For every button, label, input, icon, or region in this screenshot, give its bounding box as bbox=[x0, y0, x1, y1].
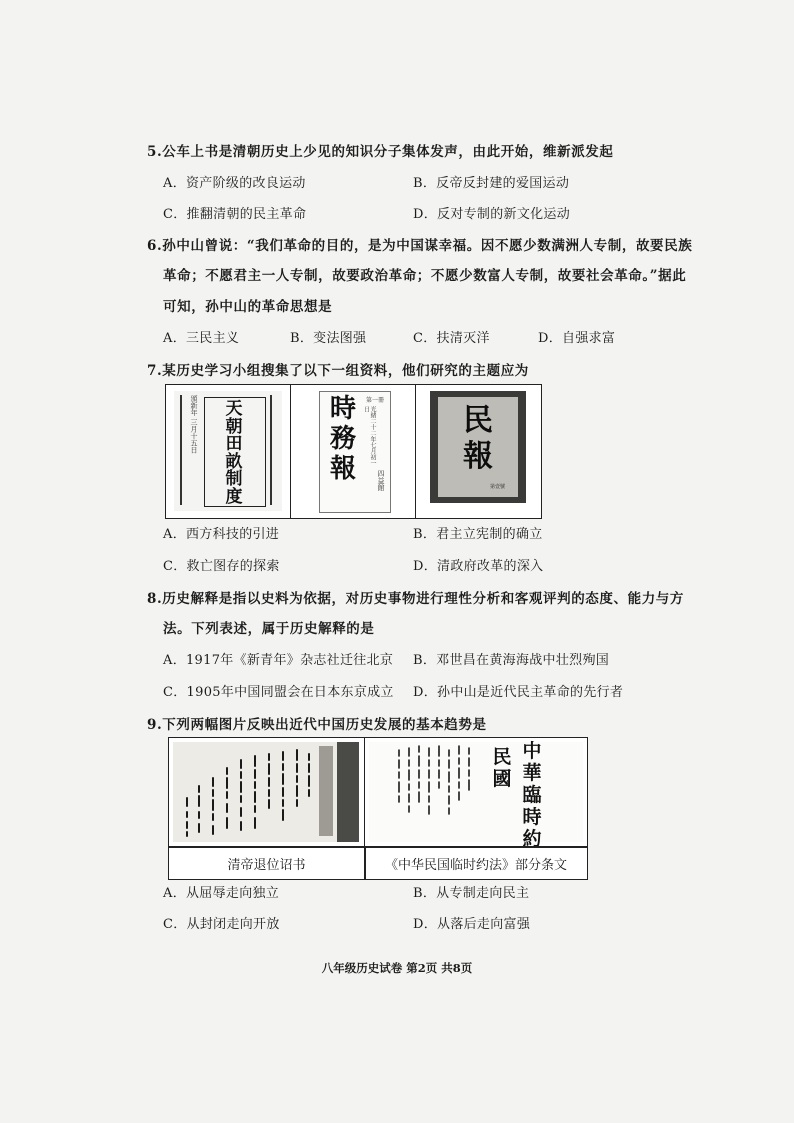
q9-left-script-strokes bbox=[169, 738, 364, 846]
q9-stem: 9.下列两幅图片反映出近代中国历史发展的基本趋势是 bbox=[147, 717, 487, 733]
q5-stem: 5.公车上书是清朝历史上少见的知识分子集体发声，由此开始，维新派发起 bbox=[147, 144, 614, 160]
q9-right-script-strokes bbox=[365, 738, 587, 846]
q9-option-a: A．从屈辱走向独立 bbox=[163, 886, 280, 901]
q7-image-2-title: 時 務 報 bbox=[329, 394, 356, 484]
q8-option-a: A．1917年《新青年》杂志社迁往北京 bbox=[163, 653, 394, 668]
q9-option-b: B．从专制走向民主 bbox=[413, 886, 530, 901]
q7-option-c: C．救亡图存的探索 bbox=[163, 559, 280, 574]
q9-right-heading-col-2: 中 華 臨 時 約 bbox=[522, 740, 542, 846]
q7-option-a: A．西方科技的引进 bbox=[163, 527, 280, 542]
q7-option-b: B．君主立宪制的确立 bbox=[413, 527, 543, 542]
q9-right-caption: 《中华民国临时约法》部分条文 bbox=[384, 858, 567, 873]
q6-option-a: A．三民主义 bbox=[163, 331, 240, 346]
q9-image-table bbox=[168, 737, 588, 880]
q6-option-b: B．变法图强 bbox=[290, 331, 367, 346]
q5-option-a: A．资产阶级的改良运动 bbox=[163, 176, 306, 191]
q9-left-caption: 清帝退位诏书 bbox=[227, 858, 306, 873]
q7-image-2-side-text: 光緒二十二年七月初一日 bbox=[362, 406, 376, 466]
q7-image-strip bbox=[165, 384, 542, 519]
q8-stem-line-2: 法。下列表述，属于历史解释的是 bbox=[163, 621, 375, 637]
q7-option-d: D．清政府改革的深入 bbox=[413, 559, 544, 574]
q9-option-d: D．从落后走向富强 bbox=[413, 917, 531, 932]
q7-image-3 bbox=[416, 385, 541, 518]
q6-option-d: D．自强求富 bbox=[538, 331, 616, 346]
q8-option-d: D．孙中山是近代民主革命的先行者 bbox=[413, 685, 624, 700]
q7-image-1 bbox=[166, 385, 291, 518]
q9-left-image bbox=[169, 738, 365, 846]
q7-image-2 bbox=[291, 385, 416, 518]
q6-stem-line-1: 6.孙中山曾说：“我们革命的目的，是为中国谋幸福。因不愿少数满洲人专制，故要民族 bbox=[147, 238, 693, 254]
q7-image-2-bottom-text: 四益館 bbox=[377, 470, 385, 491]
q5-option-d: D．反对专制的新文化运动 bbox=[413, 207, 571, 222]
q9-right-image bbox=[365, 738, 587, 846]
q6-stem-line-3: 可知，孙中山的革命思想是 bbox=[163, 299, 333, 315]
q7-image-2-small-text: 第一冊 bbox=[366, 397, 385, 404]
q6-stem-line-2: 革命；不愿君主一人专制，故要政治革命；不愿少数富人专制，故要社会革命。”据此 bbox=[163, 268, 687, 284]
q8-option-c: C．1905年中国同盟会在日本东京成立 bbox=[163, 685, 394, 700]
q5-option-c: C．推翻清朝的民主革命 bbox=[163, 207, 307, 222]
q8-option-b: B．邓世昌在黄海海战中壮烈殉国 bbox=[413, 653, 610, 668]
q7-image-3-title: 民 報 bbox=[463, 403, 493, 474]
q5-option-b: B．反帝反封建的爱国运动 bbox=[413, 176, 570, 191]
q7-image-1-side-text: 頒新年 三月十五日 bbox=[190, 395, 198, 454]
q6-option-c: C．扶清灭洋 bbox=[413, 331, 490, 346]
q7-stem: 7.某历史学习小组搜集了以下一组资料，他们研究的主题应为 bbox=[147, 363, 529, 379]
q9-option-c: C．从封闭走向开放 bbox=[163, 917, 280, 932]
q8-stem-line-1: 8.历史解释是指以史料为依据，对历史事物进行理性分析和客观评判的态度、能力与方 bbox=[147, 591, 684, 607]
page-footer: 八年级历史试卷 第2页 共8页 bbox=[321, 961, 473, 975]
q7-image-3-small-text: 第壹號 bbox=[490, 484, 506, 490]
q7-image-1-title: 天 朝 田 畝 制 度 bbox=[225, 399, 243, 507]
q9-right-heading-col-1: 民 國 bbox=[492, 746, 512, 790]
